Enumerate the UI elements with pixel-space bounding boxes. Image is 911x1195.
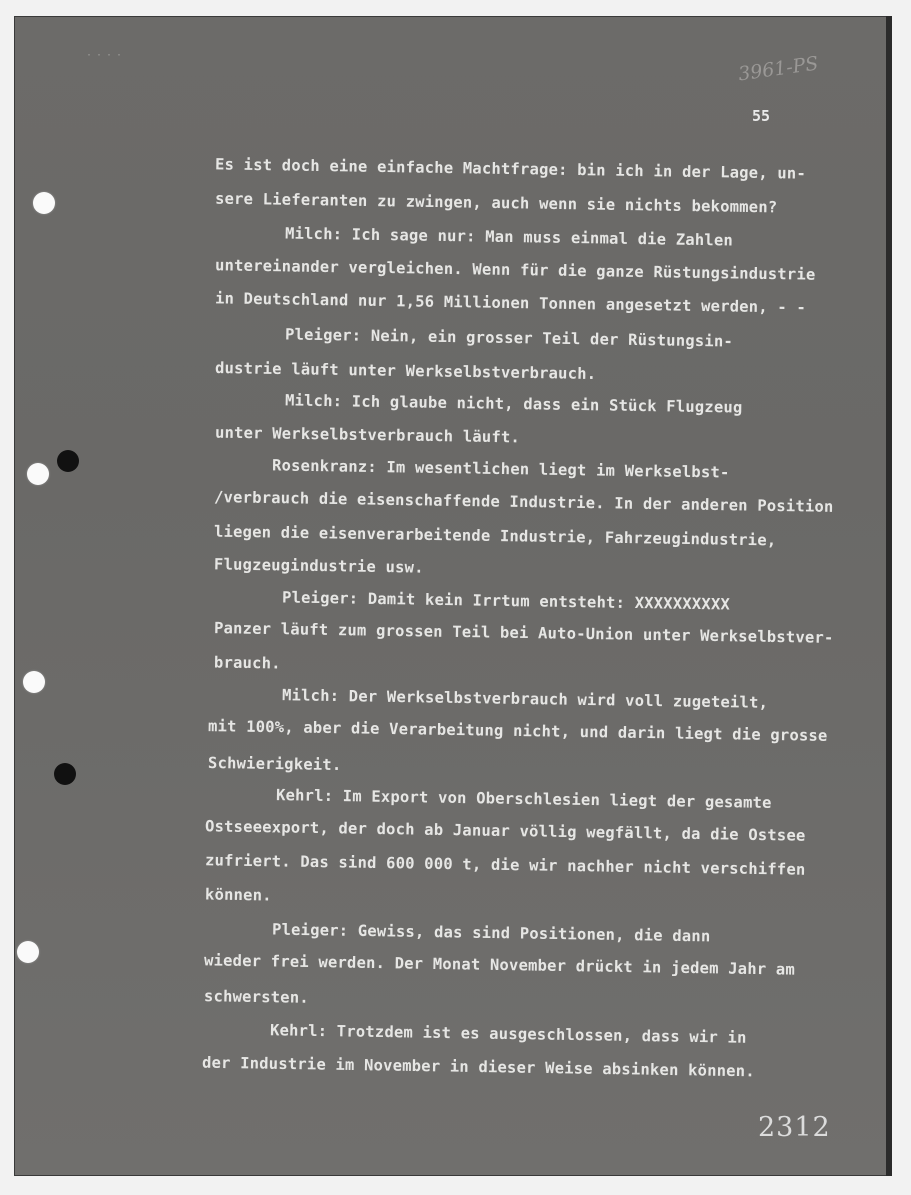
archive-number: 3961-PS (736, 52, 820, 86)
text-line: wieder frei werden. Der Monat November drückt in jedem Jahr am (203, 951, 796, 979)
speaker-line: Pleiger: Gewiss, das sind Positionen, die dann (271, 920, 711, 946)
text-line: sere Lieferanten zu zwingen, auch wenn sie nichts bekommen? (214, 189, 778, 217)
punch-hole-white (27, 463, 49, 485)
text-line: Flugzeugindustrie usw. (213, 555, 424, 577)
punch-hole-white (23, 671, 45, 693)
text-line: in Deutschland nur 1,56 Millionen Tonnen angesetzt werden, - - (214, 289, 807, 317)
text-line: mit 100%, aber die Verarbeitung nicht, und darin liegt die grosse (207, 717, 828, 745)
sheet-edge-shadow (886, 16, 892, 1176)
document-stamp-number: 2312 (758, 1112, 831, 1143)
text-line: Schwierigkeit. (207, 753, 342, 775)
text-line: Panzer läuft zum grossen Teil bei Auto-Union unter Werkselbstver- (213, 619, 834, 647)
text-line: schwersten. (203, 987, 309, 1007)
speaker-line: Milch: Der Werkselbstverbrauch wird voll zugeteilt, (281, 686, 769, 712)
punch-hole-white (17, 941, 39, 963)
punch-hole-white (33, 192, 55, 214)
speaker-line: Kehrl: Im Export von Oberschlesien liegt der gesamte (275, 786, 772, 812)
text-line: Ostseeexport, der doch ab Januar völlig wegfällt, da die Ostsee (204, 817, 806, 845)
text-line: liegen die eisenverarbeitende Industrie, Fahrzeugindustrie, (213, 522, 777, 550)
text-line: können. (204, 885, 272, 905)
page-number: 55 (752, 107, 771, 125)
punch-hole-black (57, 450, 79, 472)
speaker-line: Kehrl: Trotzdem ist es ausgeschlossen, dass wir in (269, 1021, 747, 1047)
punch-hole-black (54, 763, 76, 785)
speaker-line: Pleiger: Damit kein Irrtum entsteht: XXXXXXXXXX (281, 588, 731, 614)
speaker-line: Rosenkranz: Im wesentlichen liegt im Werkselbst- (271, 456, 730, 482)
text-line: dustrie läuft unter Werkselbstverbrauch. (214, 359, 597, 383)
text-line: Es ist doch eine einfache Machtfrage: bin ich in der Lage, un- (214, 155, 807, 183)
text-line: zufriert. Das sind 600 000 t, die wir nachher nicht verschiffen (204, 851, 806, 879)
speaker-line: Milch: Ich glaube nicht, dass ein Stück Flugzeug (284, 391, 743, 417)
corner-marks: ···· (86, 50, 127, 61)
text-line: der Industrie im November in dieser Weise absinken können. (201, 1053, 755, 1081)
text-line: brauch. (213, 653, 281, 673)
text-line: untereinander vergleichen. Wenn für die ganze Rüstungsindustrie (214, 256, 816, 284)
text-line: unter Werkselbstverbrauch läuft. (214, 423, 521, 447)
speaker-line: Pleiger: Nein, ein grosser Teil der Rüstungsin- (284, 325, 734, 351)
text-line: /verbrauch die eisenschaffende Industrie. In der anderen Position (213, 488, 834, 516)
speaker-line: Milch: Ich sage nur: Man muss einmal die Zahlen (284, 224, 734, 250)
